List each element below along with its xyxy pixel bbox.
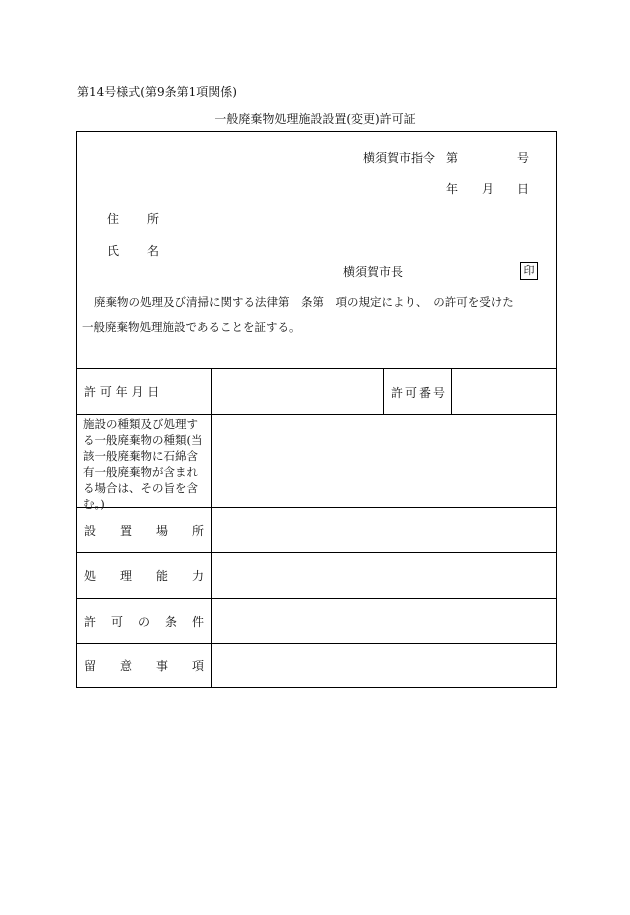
notes-value[interactable] — [212, 644, 556, 687]
date-month: 月 — [482, 182, 495, 196]
permit-date-label: 許 可 年 月 日 — [84, 385, 160, 399]
notes-label: 留 意 事 項 — [84, 659, 204, 673]
location-label: 設 置 場 所 — [84, 523, 204, 538]
directive-prefix: 横須賀市指令 — [363, 151, 436, 165]
capacity-label: 処 理 能 力 — [84, 569, 204, 583]
capacity-label-cell — [77, 553, 211, 598]
seal-mark — [520, 262, 538, 280]
name-label: 氏 名 — [107, 244, 168, 258]
directive-dai: 第 — [446, 151, 459, 165]
facility-type-label: 施設の種類及び処理する一般廃棄物の種類(当該一般廃棄物に石綿含有一般廃棄物が含まれる場合は、その旨を含む。) — [83, 417, 203, 511]
conditions-label-cell — [77, 599, 211, 643]
form-number-label: 第14号様式(第9条第1項関係) — [77, 85, 237, 99]
date-day: 日 — [517, 182, 530, 196]
location-label-cell — [77, 508, 211, 552]
location-value[interactable] — [212, 508, 556, 552]
column-divider — [383, 368, 384, 414]
conditions-label: 許 可 の 条 件 — [84, 614, 204, 629]
certificate-body-line-2: 一般廃棄物処理施設であることを証する。 — [82, 320, 301, 334]
certificate-frame — [76, 131, 557, 688]
mayor-title: 横須賀市長 — [343, 265, 404, 279]
capacity-value[interactable] — [212, 553, 556, 598]
permit-date-value[interactable] — [212, 369, 383, 414]
notes-label-cell — [77, 644, 211, 687]
facility-type-value[interactable] — [212, 415, 556, 507]
permit-number-value[interactable] — [452, 369, 556, 414]
directive-go: 号 — [517, 151, 530, 165]
seal-glyph: 印 — [520, 262, 538, 280]
document-title: 一般廃棄物処理施設設置(変更)許可証 — [214, 112, 416, 126]
conditions-value[interactable] — [212, 599, 556, 643]
certificate-body-line-1: 廃棄物の処理及び清掃に関する法律第 条第 項の規定により、 の許可を受けた — [94, 295, 514, 309]
permit-number-label: 許可番号 — [391, 386, 448, 400]
permit-date-label-cell — [77, 369, 211, 414]
date-year: 年 — [446, 182, 459, 196]
address-label: 住 所 — [107, 212, 168, 226]
